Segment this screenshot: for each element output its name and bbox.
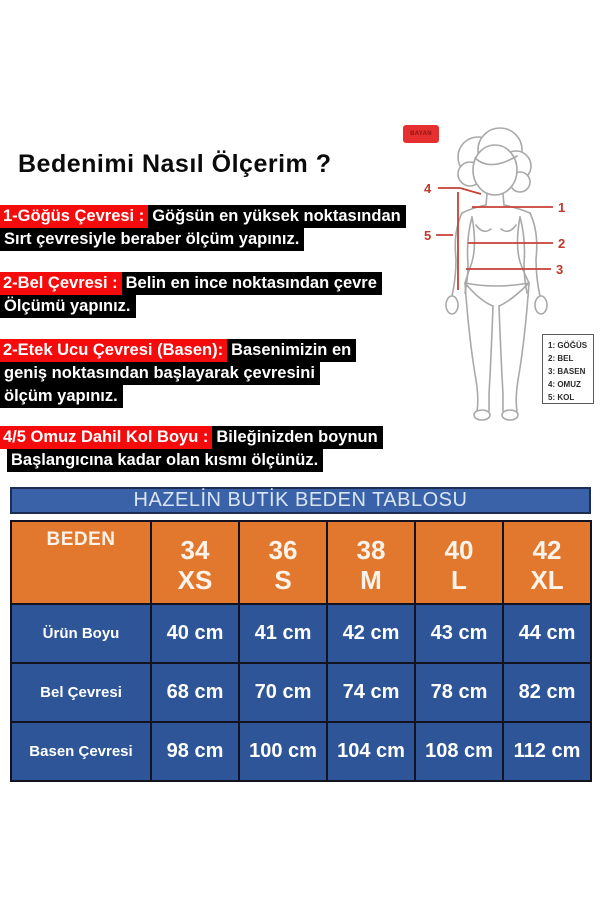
legend-item-kol: 5: KOL [548,393,575,402]
instruction-text: Başlangıcına kadar olan kısmı ölçünüz. [7,449,323,472]
size-value-cell: 44 cm [503,604,591,663]
instruction-text: geniş noktasından başlayarak çevresini [0,362,320,385]
instruction-label: 1-Göğüs Çevresi : [0,205,148,228]
instruction-text: Ölçümü yapınız. [0,295,136,318]
woman-outline-svg [390,112,600,487]
size-value-cell: 41 cm [239,604,327,663]
instruction-line [0,362,356,385]
size-column-36-s [239,521,327,604]
instruction-line [0,295,382,318]
instruction-block-waist [0,272,382,318]
measure-label-4: 4 [424,181,432,196]
instruction-line [0,426,383,449]
size-letter: L [451,565,467,595]
instruction-text: Göğsün en yüksek noktasından [148,205,405,228]
instruction-line [0,272,382,295]
legend-item-basen: 3: BASEN [548,367,586,376]
table-row-bel-cevresi [11,663,591,722]
page-title: Bedenimi Nasıl Ölçerim ? [18,150,332,178]
instruction-label: 2-Etek Ucu Çevresi (Basen): [0,339,227,362]
instruction-line [0,205,406,228]
bayan-badge: BAYAN [403,125,439,143]
size-number: 38 [356,535,386,565]
size-value-cell: 68 cm [151,663,239,722]
instruction-line [7,449,383,472]
size-number: 34 [180,535,210,565]
row-label: Ürün Boyu [11,604,151,663]
measure-label-1: 1 [558,200,566,215]
measure-label-3: 3 [556,262,564,277]
shoulder-measure-line [438,188,481,194]
size-value-cell: 40 cm [151,604,239,663]
size-value-cell: 100 cm [239,722,327,781]
size-value-cell: 42 cm [327,604,415,663]
instruction-line [0,228,406,251]
instruction-line [0,339,356,362]
table-row-urun-boyu [11,604,591,663]
size-table [10,520,592,782]
size-column-40-l [415,521,503,604]
size-number: 36 [268,535,298,565]
measurement-legend [542,334,594,404]
size-number: 40 [444,535,474,565]
woman-outline [446,128,547,420]
size-column-42-xl [503,521,591,604]
size-value-cell: 70 cm [239,663,327,722]
size-column-34-xs [151,521,239,604]
size-value-cell: 43 cm [415,604,503,663]
row-label: Basen Çevresi [11,722,151,781]
size-letter: S [274,565,292,595]
instruction-label: 2-Bel Çevresi : [0,272,122,295]
instruction-text: Bileğinizden boynun [212,426,382,449]
legend-item-bel: 2: BEL [548,354,574,363]
size-value-cell: 78 cm [415,663,503,722]
size-letter: XL [530,565,564,595]
size-value-cell: 108 cm [415,722,503,781]
instruction-block-arm [0,426,383,472]
table-row-basen-cevresi [11,722,591,781]
legend-item-gogus: 1: GÖĞÜS [548,341,588,350]
instruction-text: Belin en ince noktasından çevre [122,272,382,295]
size-letter: M [360,565,382,595]
size-table-header-row [11,521,591,604]
instruction-text: ölçüm yapınız. [0,385,123,408]
instruction-text: Basenimizin en [227,339,356,362]
size-value-cell: 98 cm [151,722,239,781]
size-value-cell: 82 cm [503,663,591,722]
instruction-label: 4/5 Omuz Dahil Kol Boyu : [0,426,212,449]
instruction-block-chest [0,205,406,251]
legend-item-omuz: 4: OMUZ [548,380,581,389]
size-value-cell: 74 cm [327,663,415,722]
measure-label-2: 2 [558,236,566,251]
size-letter: XS [177,565,213,595]
measurement-lines [436,188,553,290]
instruction-line [0,385,356,408]
size-number: 42 [532,535,562,565]
measure-label-5: 5 [424,228,432,243]
row-label: Bel Çevresi [11,663,151,722]
size-value-cell: 104 cm [327,722,415,781]
beden-header-cell: BEDEN [11,521,151,604]
instruction-text: Sırt çevresiyle beraber ölçüm yapınız. [0,228,304,251]
measurement-figure [390,112,600,487]
size-value-cell: 112 cm [503,722,591,781]
instruction-block-hip [0,339,356,408]
size-table-title: HAZELİN BUTİK BEDEN TABLOSU [10,487,591,514]
size-column-38-m [327,521,415,604]
